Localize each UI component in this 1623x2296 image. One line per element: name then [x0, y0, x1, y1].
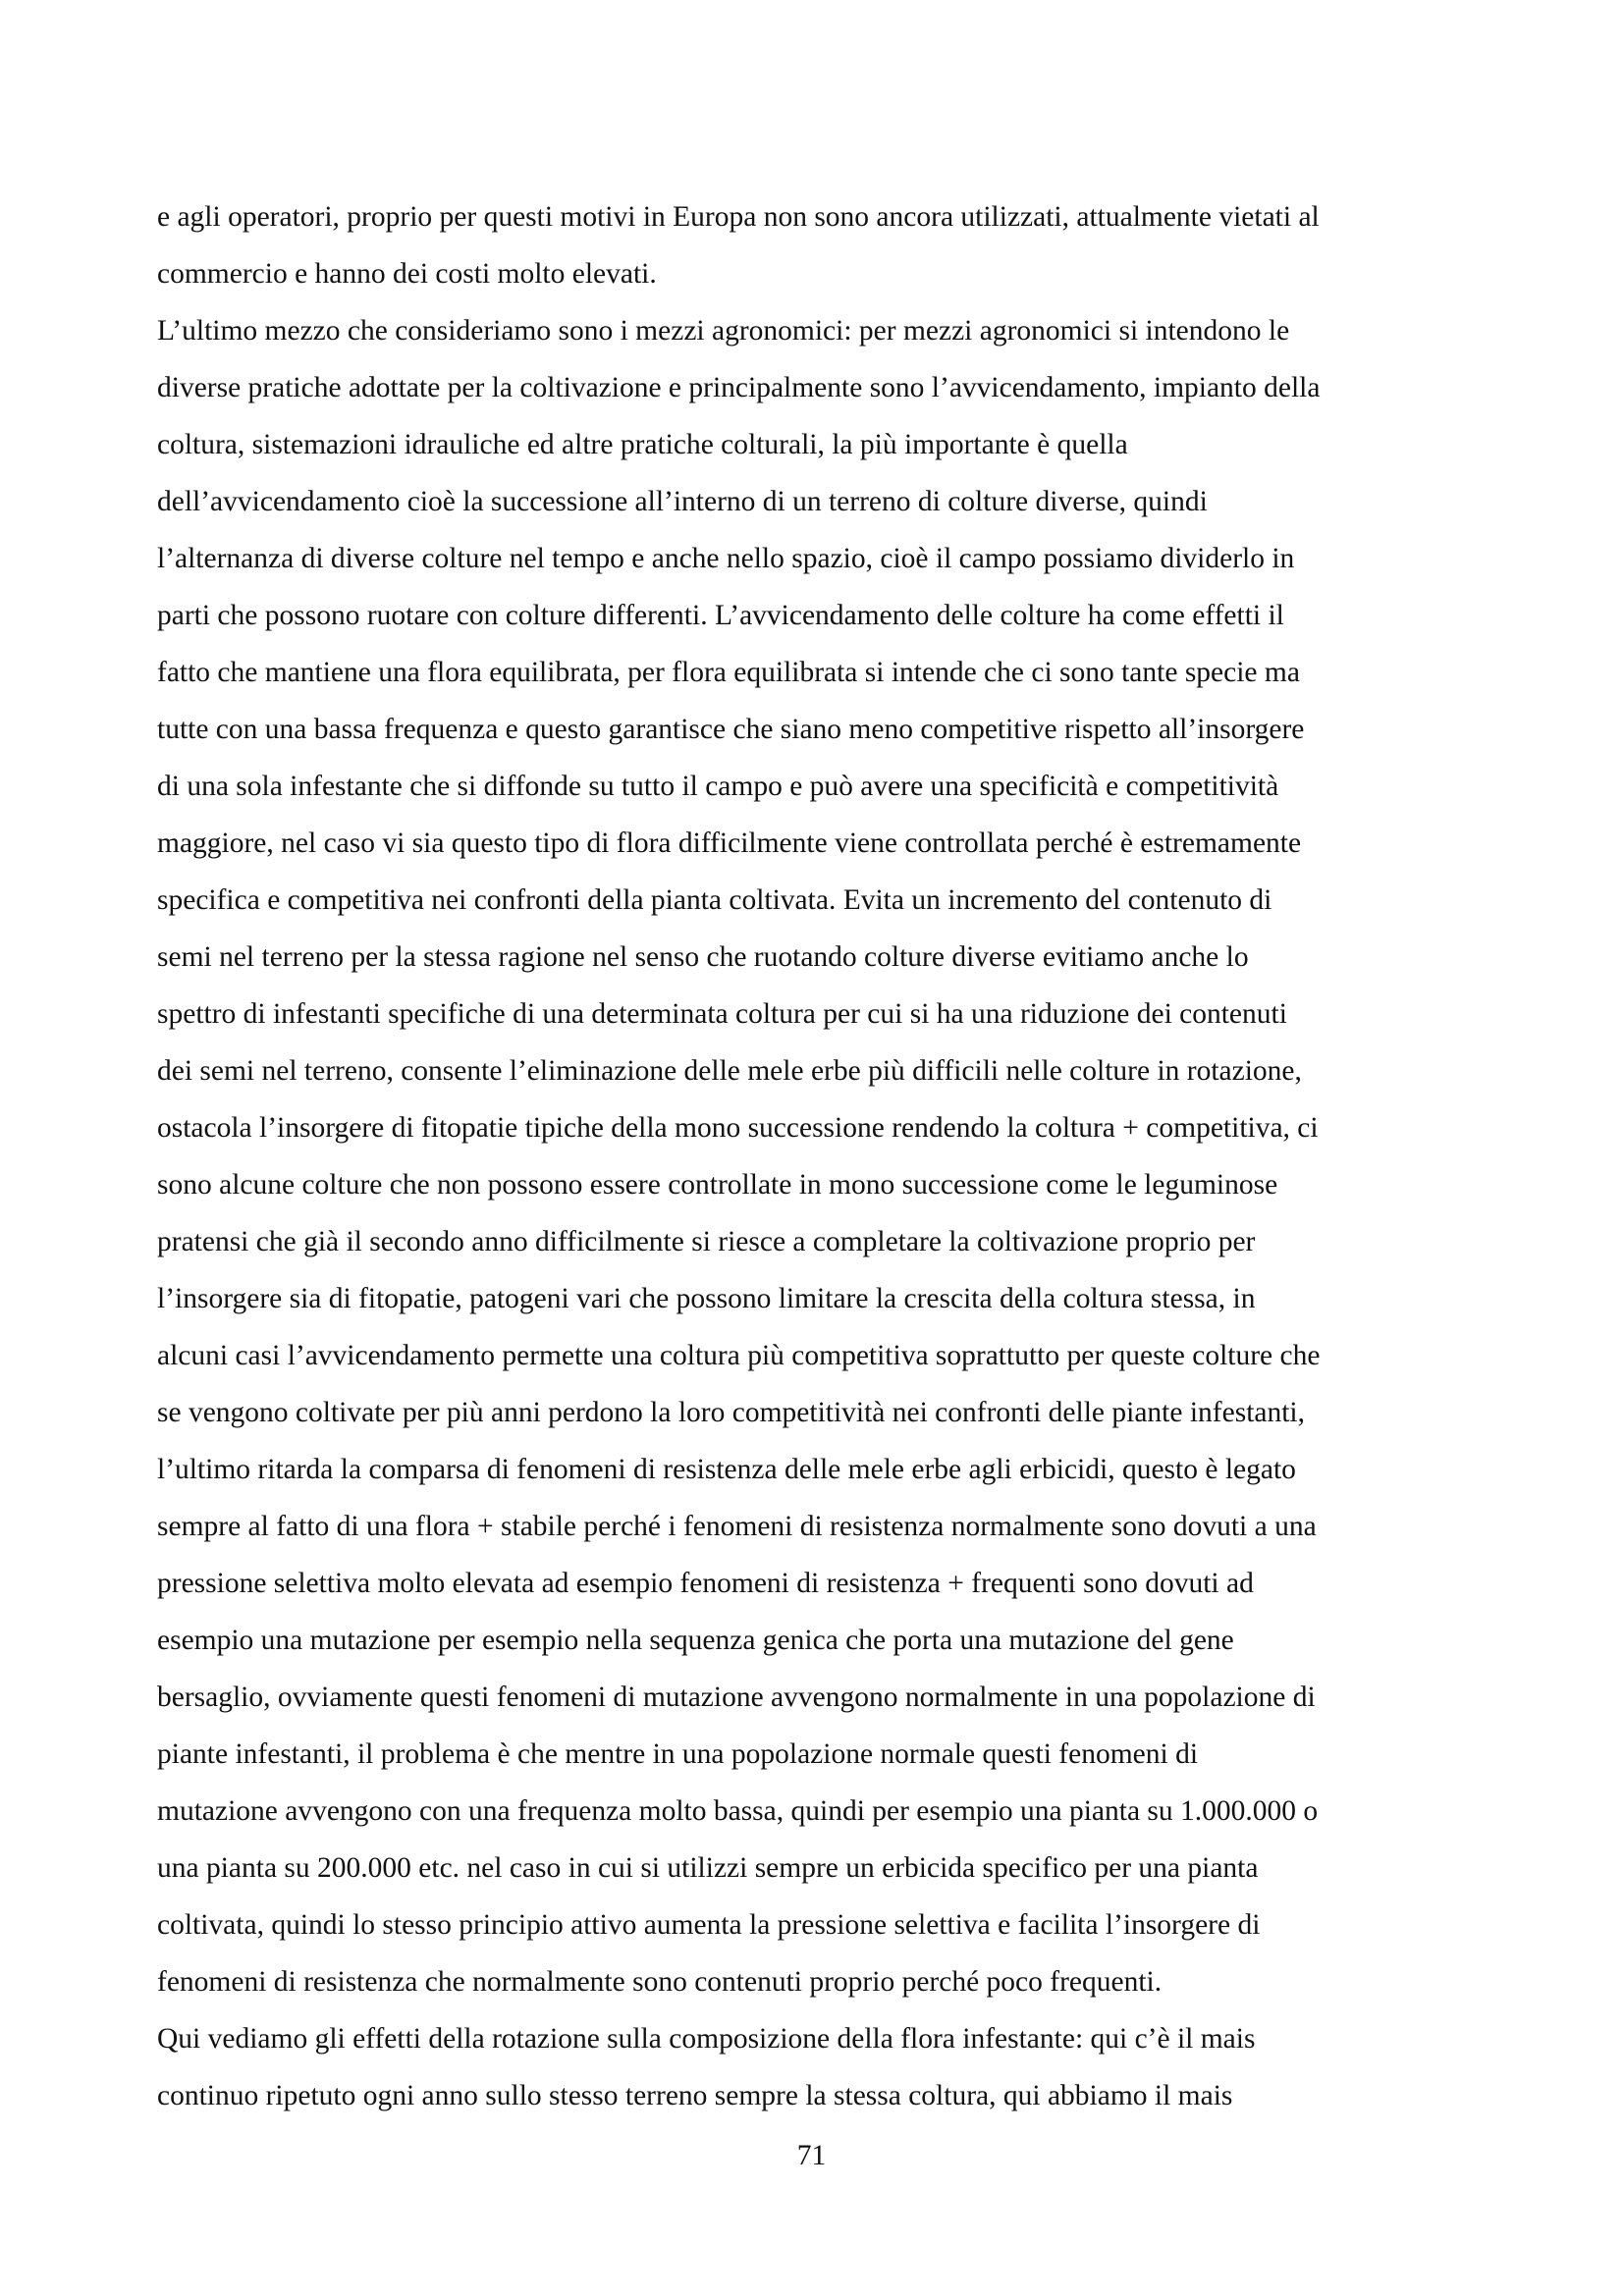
text-line: sono alcune colture che non possono essere controllate in mono successione come le leguminose: [157, 1169, 1278, 1201]
text-line: continuo ripetuto ogni anno sullo stesso terreno sempre la stessa coltura, qui abbiamo il mais: [157, 2080, 1233, 2111]
text-line: l’ultimo ritarda la comparsa di fenomeni di resistenza delle mele erbe agli erbicidi, questo è legato: [157, 1454, 1296, 1485]
text-line: semi nel terreno per la stessa ragione nel senso che ruotando colture diverse evitiamo anche lo: [157, 941, 1249, 973]
text-line: maggiore, nel caso vi sia questo tipo di flora difficilmente viene controllata perché è estremamente: [157, 828, 1302, 859]
text-line: se vengono coltivate per più anni perdono la loro competitività nei confronti delle piante infestanti,: [157, 1397, 1305, 1428]
text-line: bersaglio, ovviamente questi fenomeni di mutazione avvengono normalmente in una popolazione di: [157, 1682, 1316, 1713]
text-line: coltivata, quindi lo stesso principio attivo aumenta la pressione selettiva e facilita l’insorgere di: [157, 1909, 1261, 1941]
text-line: pressione selettiva molto elevata ad esempio fenomeni di resistenza + frequenti sono dovuti ad: [157, 1568, 1254, 1599]
text-line: coltura, sistemazioni idrauliche ed altre pratiche colturali, la più importante è quella: [157, 429, 1128, 460]
text-line: pratensi che già il secondo anno difficilmente si riesce a completare la coltivazione proprio per: [157, 1226, 1256, 1257]
text-line: tutte con una bassa frequenza e questo garantisce che siano meno competitive rispetto all’insorgere: [157, 714, 1305, 745]
text-line: commercio e hanno dei costi molto elevati.: [157, 258, 657, 290]
text-line: dei semi nel terreno, consente l’eliminazione delle mele erbe più difficili nelle colture in rotazione,: [157, 1055, 1302, 1087]
text-line: l’alternanza di diverse colture nel tempo e anche nello spazio, cioè il campo possiamo dividerlo in: [157, 543, 1295, 574]
text-line: sempre al fatto di una flora + stabile perché i fenomeni di resistenza normalmente sono dovuti a una: [157, 1511, 1317, 1542]
text-line: Qui vediamo gli effetti della rotazione sulla composizione della flora infestante: qui c’è il mais: [157, 2023, 1256, 2055]
text-line: fatto che mantiene una flora equilibrata, per flora equilibrata si intende che ci sono tante specie ma: [157, 657, 1300, 688]
page-number: 71: [796, 2140, 827, 2171]
text-line: esempio una mutazione per esempio nella sequenza genica che porta una mutazione del gene: [157, 1625, 1234, 1656]
text-line: fenomeni di resistenza che normalmente sono contenuti proprio perché poco frequenti.: [157, 1966, 1163, 1998]
text-line: di una sola infestante che si diffonde su tutto il campo e può avere una specificità e competitività: [157, 771, 1279, 802]
body-text: [157, 188, 1492, 2124]
text-line: dell’avvicendamento cioè la successione all’interno di un terreno di colture diverse, quindi: [157, 486, 1208, 517]
text-line: ostacola l’insorgere di fitopatie tipiche della mono successione rendendo la coltura + competitiva, ci: [157, 1112, 1319, 1144]
text-line: piante infestanti, il problema è che mentre in una popolazione normale questi fenomeni di: [157, 1738, 1199, 1770]
text-line: parti che possono ruotare con colture differenti. L’avvicendamento delle colture ha come effetti il: [157, 600, 1284, 631]
text-line: mutazione avvengono con una frequenza molto bassa, quindi per esempio una pianta su 1.000.000 o: [157, 1795, 1319, 1827]
text-line: L’ultimo mezzo che consideriamo sono i mezzi agronomici: per mezzi agronomici si intendono le: [157, 315, 1290, 347]
text-line: una pianta su 200.000 etc. nel caso in cui si utilizzi sempre un erbicida specifico per una pianta: [157, 1852, 1259, 1884]
text-line: diverse pratiche adottate per la coltivazione e principalmente sono l’avvicendamento, impianto della: [157, 372, 1321, 403]
text-line: specifica e competitiva nei confronti della pianta coltivata. Evita un incremento del contenuto di: [157, 884, 1272, 916]
text-line: spettro di infestanti specifiche di una determinata coltura per cui si ha una riduzione dei contenuti: [157, 998, 1287, 1030]
text-line: l’insorgere sia di fitopatie, patogeni vari che possono limitare la crescita della coltura stessa, in: [157, 1283, 1256, 1314]
text-line: alcuni casi l’avvicendamento permette una coltura più competitiva soprattutto per queste colture che: [157, 1340, 1321, 1371]
text-line: e agli operatori, proprio per questi motivi in Europa non sono ancora utilizzati, attualmente vietati al: [157, 201, 1320, 233]
